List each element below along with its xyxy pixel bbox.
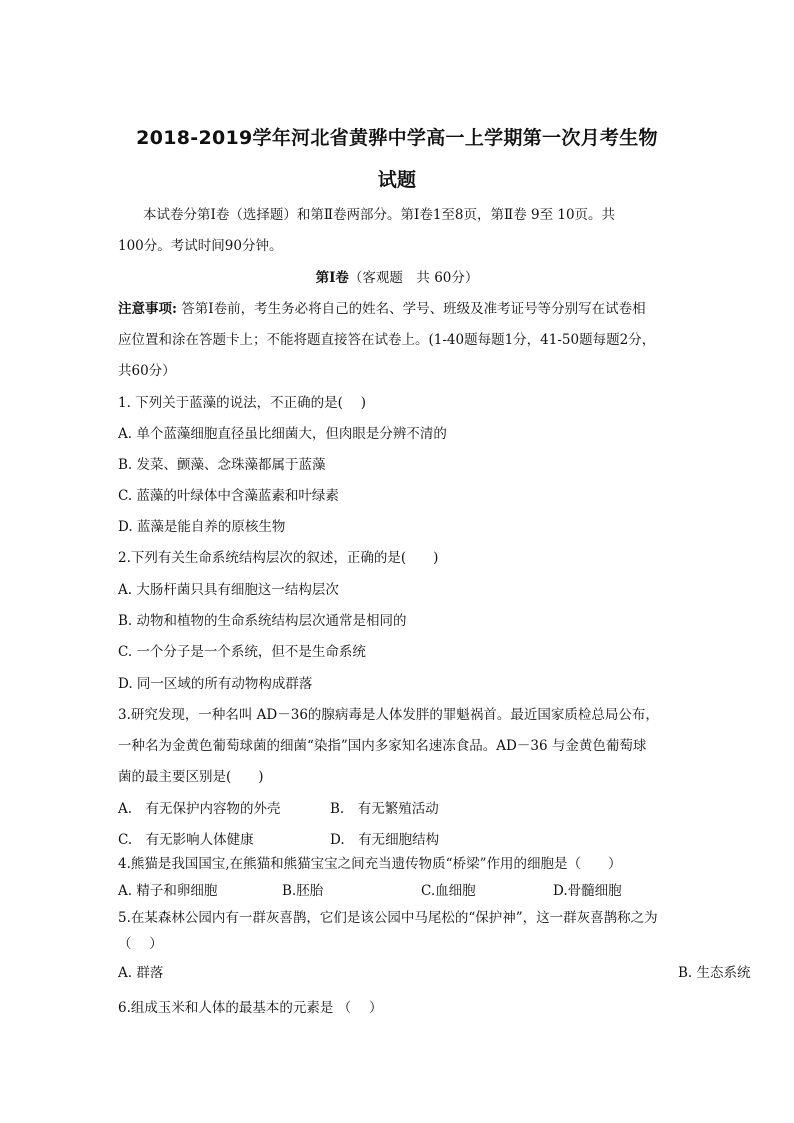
q5-stem-line-2: （ ） [118,936,163,952]
notice-line-1 [118,300,646,318]
q4-option-d: D.骨髓细胞 [553,883,622,899]
notice-line-2: 应位置和涂在答题卡上；不能将题直接答在试卷上。(1-40题每题1分，41-50题每题2分， [118,332,656,348]
q3-stem-line-1: 3.研究发现，一种名叫 AD－36的腺病毒是人体发胖的罪魁祸首。最近国家质检总局公布， [118,707,659,723]
q2-option-c: C. 一个分子是一个系统，但不是生命系统 [118,644,366,660]
q1-option-c: C. 蓝藻的叶绿体中含藻蓝素和叶绿素 [118,488,339,504]
q5-stem-line-1: 5.在某森林公园内有一群灰喜鹊，它们是该公园中马尾松的“保护神”，这一群灰喜鹊称之为 [118,910,658,926]
q4-stem: 4.熊猫是我国国宝,在熊猫和熊猫宝宝之间充当遗传物质“桥梁”作用的细胞是（ ） [118,856,622,872]
q2-stem: 2.下列有关生命系统结构层次的叙述，正确的是( ) [118,550,439,566]
q3-stem-line-3: 菌的最主要区别是( ) [118,769,264,785]
q2-option-d: D. 同一区域的所有动物构成群落 [118,676,313,692]
exam-title-line-2: 试题 [377,169,417,191]
section-heading-label: 第Ⅰ卷 [315,270,349,286]
q1-option-a: A. 单个蓝藻细胞直径虽比细菌大，但肉眼是分辨不清的 [118,426,447,442]
section-heading-detail: （客观题 共 60分） [348,270,479,286]
intro-line-1: 本试卷分第Ⅰ卷（选择题）和第Ⅱ卷两部分。第Ⅰ卷1至8页，第Ⅱ卷 9至 10页。共 [143,207,616,223]
q3-option-c: C. 有无影响人体健康 [118,832,254,848]
notice-text-1: 答第Ⅰ卷前，考生务必将自己的姓名、学号、班级及准考证号等分别写在试卷相 [176,301,646,317]
q2-option-a: A. 大肠杆菌只具有细胞这一结构层次 [118,582,339,598]
intro-line-2: 100分。考试时间90分钟。 [118,238,283,254]
q4-option-a: A. 精子和卵细胞 [118,883,218,899]
q5-option-b: B. 生态系统 [678,965,751,981]
q1-stem: 1. 下列关于蓝藻的说法，不正确的是( ) [118,395,366,411]
q3-option-a: A. 有无保护内容物的外壳 [118,801,281,817]
q3-option-d: D. 有无细胞结构 [330,832,440,848]
exam-title-line-1: 2018-2019学年河北省黄骅中学高一上学期第一次月考生物 [136,127,658,149]
q4-option-c: C.血细胞 [421,883,476,899]
q3-stem-line-2: 一种名为金黄色葡萄球菌的细菌“染指”国内多家知名速冻食品。AD－36 与金黄色葡萄球 [118,738,647,754]
q2-option-b: B. 动物和植物的生命系统结构层次通常是相同的 [118,613,407,629]
q6-stem: 6.组成玉米和人体的最基本的元素是 （ ） [118,1000,383,1016]
notice-label: 注意事项: [118,301,177,317]
section-heading [0,269,794,287]
q1-option-b: B. 发菜、颤藻、念珠藻都属于蓝藻 [118,457,326,473]
q3-option-b: B. 有无繁殖活动 [330,801,439,817]
q1-option-d: D. 蓝藻是能自养的原核生物 [118,519,286,535]
notice-line-3: 共60分） [118,363,176,379]
q5-option-a: A. 群落 [118,965,164,981]
q4-option-b: B.胚胎 [282,883,324,899]
